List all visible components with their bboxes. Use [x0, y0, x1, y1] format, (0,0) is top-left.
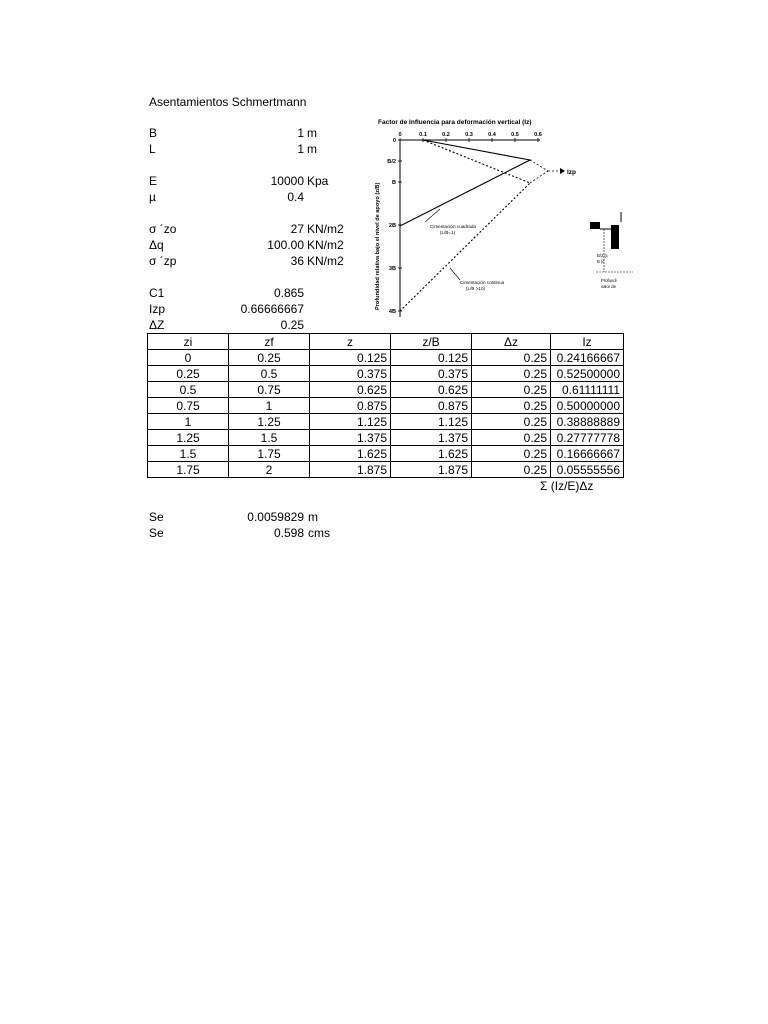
param-value: 1 — [297, 142, 304, 156]
table-cell: 0.75 — [229, 382, 310, 398]
param-value: 1 — [297, 126, 304, 140]
sum-label: Σ (Iz/E)Δz — [540, 479, 594, 493]
param-unit: m — [307, 142, 317, 156]
table-cell: 0.25 — [472, 462, 551, 478]
table-cell: 0.25 — [472, 398, 551, 414]
table-cell: 1.75 — [148, 462, 229, 478]
param-value: 0.865 — [273, 286, 304, 300]
param-value: 27 — [290, 222, 304, 236]
result-label: Se — [149, 510, 164, 524]
table-cell: 1.5 — [229, 430, 310, 446]
inset-text-4: valor de — [601, 284, 616, 289]
table-cell: 0.25 — [148, 366, 229, 382]
table-row — [148, 446, 624, 462]
result-value: 0.0059829 — [247, 510, 304, 524]
table-cell: 0.25 — [229, 350, 310, 366]
table-cell: 1.75 — [229, 446, 310, 462]
table-cell: 1.25 — [148, 430, 229, 446]
y-tick-label: 4B — [388, 309, 396, 315]
param-value: 10000 — [270, 174, 304, 188]
table-cell: 1.875 — [391, 462, 472, 478]
param-label: Izp — [149, 302, 166, 316]
strip-footing-sublabel: (L/B >10) — [466, 286, 486, 291]
param-label: ΔZ — [149, 318, 165, 332]
column-header: zf — [229, 334, 310, 350]
param-label: µ — [149, 190, 156, 204]
y-tick-label: 3B — [388, 266, 396, 272]
column-header: Δz — [472, 334, 551, 350]
param-unit: KN/m2 — [307, 238, 344, 252]
table-cell: 1.5 — [148, 446, 229, 462]
y-tick-label: 0 — [392, 138, 396, 144]
table-cell: 1 — [229, 398, 310, 414]
iz-table — [147, 333, 624, 478]
result-value: 0.598 — [273, 526, 304, 540]
column-header: z — [310, 334, 391, 350]
table-cell: 0.125 — [310, 350, 391, 366]
table-cell: 0 — [148, 350, 229, 366]
table-cell: 0.25 — [472, 414, 551, 430]
table-cell: 0.25 — [472, 446, 551, 462]
param-unit: KN/m2 — [307, 254, 344, 268]
param-value: 0.25 — [280, 318, 304, 332]
table-cell: 0.25 — [472, 350, 551, 366]
y-tick-label: 2B — [388, 223, 396, 229]
table-cell: 0.25 — [472, 366, 551, 382]
strip-footing-label: Cimentación continua — [460, 280, 505, 285]
table-cell: 0.25 — [472, 382, 551, 398]
param-unit: KN/m2 — [307, 222, 344, 236]
table-cell: 0.875 — [310, 398, 391, 414]
table-cell: 0.24166667 — [551, 350, 624, 366]
param-label: σ ´zo — [149, 222, 177, 236]
column-header: Iz — [551, 334, 624, 350]
column-header: zi — [148, 334, 229, 350]
table-cell: 0.05555556 — [551, 462, 624, 478]
table-cell: 1.125 — [310, 414, 391, 430]
inset-text-3: Profundi — [601, 278, 617, 283]
table-cell: 0.625 — [391, 382, 472, 398]
table-row — [148, 366, 624, 382]
table-cell: 0.75 — [148, 398, 229, 414]
inset-text-2: B (c — [597, 259, 605, 264]
table-cell: 0.27777778 — [551, 430, 624, 446]
param-label: σ ´zp — [149, 254, 177, 268]
figure-title: Factor de Influencia para deformación vertical (Iz) — [378, 119, 532, 126]
table-cell: 0.5 — [229, 366, 310, 382]
x-tick-label: 0.1 — [419, 132, 427, 138]
x-tick-label: 0.6 — [534, 132, 542, 138]
y-tick-label: B/2 — [387, 159, 396, 165]
table-cell: 0.5 — [148, 382, 229, 398]
param-label: Δq — [149, 238, 164, 252]
table-cell: 1.375 — [391, 430, 472, 446]
table-cell: 1.375 — [310, 430, 391, 446]
x-tick-label: 0.4 — [488, 132, 496, 138]
y-axis-label: Profundidad relativa bajo el nivel de apoyo (z/B) — [375, 182, 381, 310]
table-row — [148, 398, 624, 414]
table-cell: 1.625 — [391, 446, 472, 462]
param-value: 0.66666667 — [240, 302, 304, 316]
table-cell: 0.375 — [310, 366, 391, 382]
table-row — [148, 382, 624, 398]
izp-label: Izp — [567, 169, 577, 176]
param-label: L — [149, 142, 156, 156]
table-cell: 1.25 — [229, 414, 310, 430]
table-cell: 0.38888889 — [551, 414, 624, 430]
table-cell: 0.16666667 — [551, 446, 624, 462]
x-tick-label: 0.3 — [465, 132, 473, 138]
param-value: 100.00 — [267, 238, 304, 252]
table-row — [148, 350, 624, 366]
param-value: 36 — [290, 254, 304, 268]
result-unit: cms — [308, 526, 330, 540]
param-unit: m — [307, 126, 317, 140]
column-header: z/B — [391, 334, 472, 350]
inset-text-1: B/2 (c — [597, 253, 608, 258]
inset-footing-column — [611, 225, 619, 249]
table-cell: 1.125 — [391, 414, 472, 430]
result-label: Se — [149, 526, 164, 540]
table-header-row — [148, 334, 624, 350]
table-cell: 0.375 — [391, 366, 472, 382]
square-footing-sublabel: (L/B=1) — [440, 230, 456, 235]
influence-factor-figure — [368, 112, 633, 322]
result-unit: m — [308, 510, 318, 524]
table-cell: 0.25 — [472, 430, 551, 446]
table-cell: 2 — [229, 462, 310, 478]
param-label: C1 — [149, 286, 165, 300]
table-cell: 1.875 — [310, 462, 391, 478]
table-cell: 0.50000000 — [551, 398, 624, 414]
table-cell: 0.52500000 — [551, 366, 624, 382]
y-tick-label: B — [391, 180, 396, 186]
table-cell: 1 — [148, 414, 229, 430]
param-value: 0.4 — [287, 190, 304, 204]
table-row — [148, 462, 624, 478]
x-tick-label: 0 — [398, 132, 402, 138]
table-cell: 0.61111111 — [551, 382, 624, 398]
param-unit: Kpa — [307, 174, 329, 188]
page-title: Asentamientos Schmertmann — [149, 95, 307, 109]
table-row — [148, 414, 624, 430]
x-tick-label: 0.5 — [511, 132, 519, 138]
x-tick-label: 0.2 — [442, 132, 450, 138]
square-footing-label: Cimentación cuadrada — [430, 224, 476, 229]
param-label: B — [149, 126, 158, 140]
param-label: E — [149, 174, 158, 188]
table-cell: 0.625 — [310, 382, 391, 398]
table-row — [148, 430, 624, 446]
table-cell: 0.875 — [391, 398, 472, 414]
inset-footing-slab — [590, 222, 600, 229]
table-cell: 0.125 — [391, 350, 472, 366]
table-cell: 1.625 — [310, 446, 391, 462]
